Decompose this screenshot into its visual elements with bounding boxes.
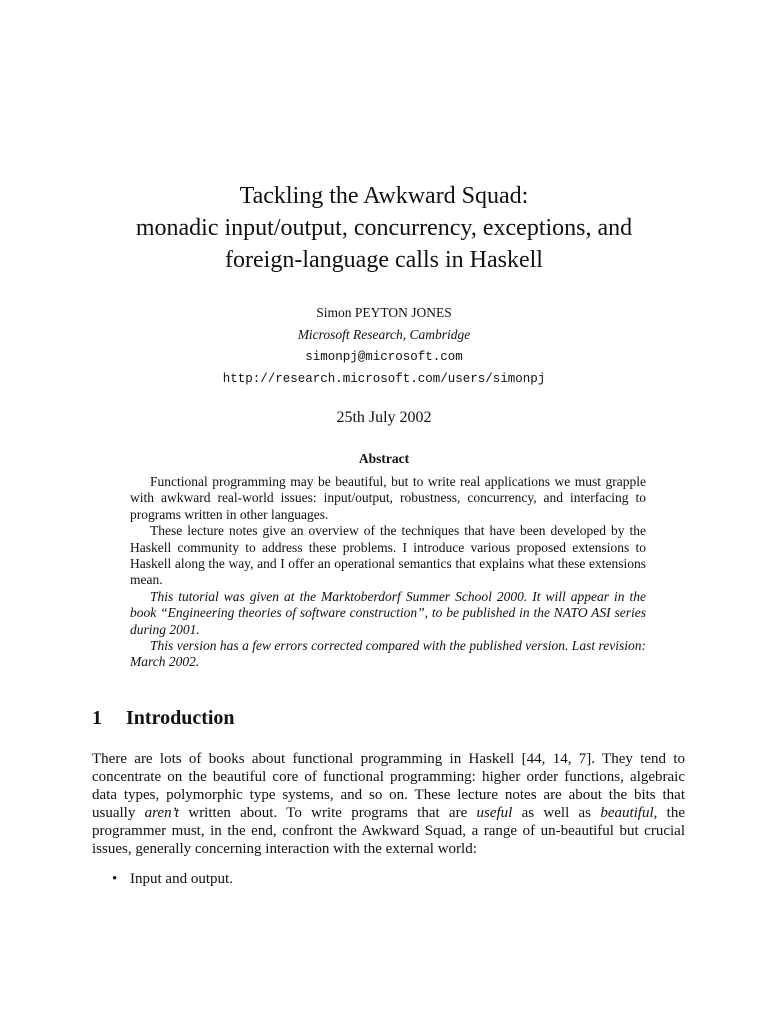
section-number: 1 — [92, 707, 102, 729]
author-url: http://research.microsoft.com/users/simonpj — [222, 372, 546, 386]
title-line-3: foreign-language calls in Haskell — [225, 247, 543, 273]
intro-segment-1: There are lots of books about functional programming in Haskell [44, 14, 7]. They tend to concentrate on the beautiful core of functional programming: higher order functions, algebraic data types, polymorphic type systems, and so on. These lecture notes are about the bits that usually — [92, 751, 685, 821]
author-block — [0, 302, 768, 390]
list-item-text: Input and output. — [130, 871, 233, 887]
section-heading-introduction — [92, 704, 235, 732]
paper-date: 25th July 2002 — [336, 409, 432, 426]
introduction-text — [92, 750, 685, 858]
intro-emphasis-arent: aren’t — [144, 805, 180, 821]
title-line-1: Tackling the Awkward Squad: — [239, 183, 529, 209]
list-item — [92, 870, 685, 888]
abstract-paragraph-1: Functional programming may be beautiful, but to write real applications we must grapple with awkward real-world issues: input/output, robustness, concurrency, and interfacing to programs written in other languages. — [130, 474, 646, 522]
abstract-paragraph-2: These lecture notes give an overview of the techniques that have been developed by the Haskell community to address these problems. I introduce various proposed extensions to Haskell along the way, and I offer an operational semantics that explains what these extensions mean. — [130, 523, 646, 588]
author-affiliation: Microsoft Research, Cambridge — [297, 327, 471, 342]
abstract-heading: Abstract — [358, 451, 410, 466]
abstract-paragraph-3: This tutorial was given at the Marktoberdorf Summer School 2000. It will appear in the book “Engineering theories of software construction”, to be published in the NATO ASI series during 2001. — [130, 588, 646, 637]
title-line-2: monadic input/output, concurrency, exceptions, and — [135, 215, 633, 241]
intro-emphasis-beautiful: beautiful — [600, 805, 654, 821]
abstract-body — [130, 474, 646, 671]
author-email: simonpj@microsoft.com — [305, 350, 463, 364]
author-name: Simon PEYTON JONES — [316, 305, 452, 320]
intro-segment-4: , the programmer must, in the end, confront the Awkward Squad, a range of un-beautiful but crucial issues, generally concerning interaction with the external world: — [92, 805, 685, 857]
section-title: Introduction — [126, 707, 235, 729]
intro-emphasis-useful: useful — [476, 805, 513, 821]
introduction-paragraph — [92, 750, 685, 858]
paper-title — [0, 180, 768, 276]
intro-segment-2: written about. To write programs that are — [179, 805, 477, 821]
awkward-squad-list — [92, 870, 685, 888]
intro-segment-3: as well as — [512, 805, 601, 821]
bullet-icon: • — [112, 871, 118, 887]
abstract-paragraph-4: This version has a few errors corrected compared with the published version. Last revision: March 2002. — [130, 638, 646, 670]
